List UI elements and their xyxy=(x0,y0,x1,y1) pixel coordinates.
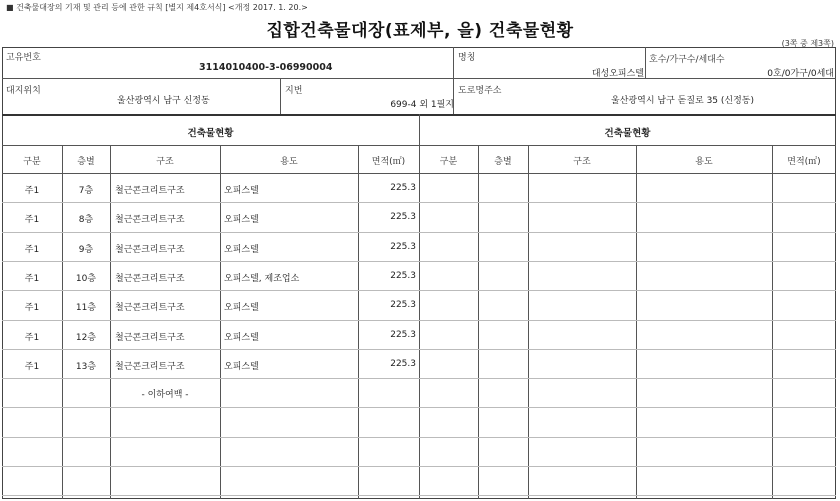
row-divider xyxy=(2,407,836,408)
column-divider xyxy=(528,145,529,499)
row-type: 주1 xyxy=(24,186,40,196)
row-divider xyxy=(2,466,836,467)
row-floor: 10층 xyxy=(75,273,97,284)
name-label: 명칭 xyxy=(458,53,476,63)
left-column-header: 구조 xyxy=(156,157,174,167)
row-area: 225.3 xyxy=(390,241,416,252)
info-col-divider xyxy=(280,78,281,114)
units-value: 0호/0가구/0세대 xyxy=(767,69,834,79)
row-use: 오피스텔, 제조업소 xyxy=(224,273,300,284)
row-use: 오피스텔 xyxy=(224,361,259,372)
row-use: 오피스텔 xyxy=(224,303,259,314)
lot-value: 699-4 외 1필지 xyxy=(390,100,454,110)
row-area: 225.3 xyxy=(390,329,416,340)
column-divider xyxy=(220,145,221,499)
row-structure: 철근콘크리트구조 xyxy=(115,215,185,226)
road-value: 울산광역시 남구 돋질로 35 (신정동) xyxy=(611,96,754,106)
column-divider xyxy=(772,145,773,499)
left-column-header: 층별 xyxy=(77,157,95,167)
right-column-header: 구조 xyxy=(573,157,591,167)
column-divider xyxy=(62,145,63,499)
right-column-header: 용도 xyxy=(695,157,713,167)
column-divider xyxy=(110,145,111,499)
row-structure: 철근콘크리트구조 xyxy=(115,361,185,372)
end-of-entries-note: - 이하여백 - xyxy=(141,390,189,400)
row-floor: 12층 xyxy=(75,332,97,343)
column-header-divider xyxy=(2,173,836,174)
name-value: 대성오피스텔 xyxy=(591,69,644,79)
section-title-left: 건축물현황 xyxy=(187,128,234,139)
form-regulation-note: ■ 건축물대장의 기재 및 관리 등에 관한 규칙 [별지 제4호서식] <개정 2017. 1. 20.> xyxy=(6,3,308,12)
row-area: 225.3 xyxy=(390,212,416,223)
row-divider xyxy=(2,290,836,291)
document-title: 집합건축물대장(표제부, 을) 건축물현황 xyxy=(266,21,574,41)
id-value: 3114010400-3-06990004 xyxy=(199,62,333,73)
row-floor: 13층 xyxy=(75,361,97,372)
row-area: 225.3 xyxy=(390,270,416,281)
right-column-header: 면적(㎡) xyxy=(787,157,821,167)
row-divider xyxy=(2,232,836,233)
row-use: 오피스텔 xyxy=(224,332,259,343)
page-number: (3쪽 중 제3쪽) xyxy=(781,39,834,48)
lot-label: 지번 xyxy=(285,86,303,96)
site-value: 울산광역시 남구 신정동 xyxy=(117,96,210,106)
left-column-header: 구분 xyxy=(23,157,41,167)
left-column-header: 용도 xyxy=(280,157,298,167)
row-divider xyxy=(2,378,836,379)
row-type: 주1 xyxy=(24,332,40,343)
row-divider xyxy=(2,437,836,438)
row-floor: 8층 xyxy=(78,215,94,226)
row-type: 주1 xyxy=(24,244,40,255)
row-area: 225.3 xyxy=(390,300,416,311)
row-divider xyxy=(2,261,836,262)
left-column-header: 면적(㎡) xyxy=(371,157,406,167)
row-use: 오피스텔 xyxy=(224,244,259,255)
info-col-divider xyxy=(645,47,646,78)
row-floor: 7층 xyxy=(78,186,94,196)
row-type: 주1 xyxy=(24,303,40,314)
row-structure: 철근콘크리트구조 xyxy=(115,332,185,343)
row-floor: 9층 xyxy=(78,244,94,255)
row-type: 주1 xyxy=(24,215,40,226)
right-column-header: 층별 xyxy=(494,157,512,167)
row-structure: 철근콘크리트구조 xyxy=(115,273,185,284)
row-divider xyxy=(2,202,836,203)
half-divider xyxy=(419,114,420,499)
units-label: 호수/가구수/세대수 xyxy=(649,55,725,65)
column-divider xyxy=(358,145,359,499)
row-structure: 철근콘크리트구조 xyxy=(115,244,185,255)
row-area: 225.3 xyxy=(390,183,416,193)
row-area: 225.3 xyxy=(390,358,416,369)
row-divider xyxy=(2,349,836,350)
road-label: 도로명주소 xyxy=(458,86,502,96)
info-divider xyxy=(2,78,836,79)
row-type: 주1 xyxy=(24,273,40,284)
site-label: 대지위치 xyxy=(6,86,41,96)
section-title-right: 건축물현황 xyxy=(604,128,651,139)
row-type: 주1 xyxy=(24,361,40,372)
right-column-header: 구분 xyxy=(439,157,458,167)
column-divider xyxy=(636,145,637,499)
row-floor: 11층 xyxy=(75,303,97,314)
row-structure: 철근콘크리트구조 xyxy=(115,303,185,314)
column-divider xyxy=(478,145,479,499)
row-structure: 철근콘크리트구조 xyxy=(115,186,185,196)
row-divider xyxy=(2,320,836,321)
row-divider xyxy=(2,495,836,496)
id-label: 고유번호 xyxy=(6,53,41,63)
row-use: 오피스텔 xyxy=(224,186,259,196)
row-use: 오피스텔 xyxy=(224,215,259,226)
